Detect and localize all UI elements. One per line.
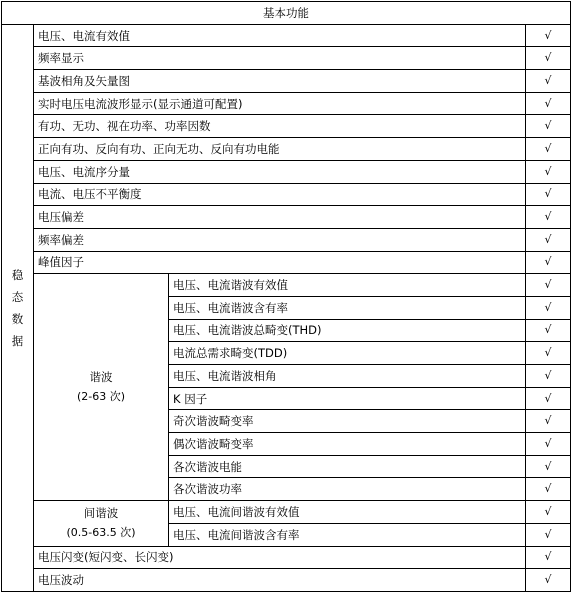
- feature-cell: 电压、电流间谐波含有率: [169, 523, 526, 546]
- feature-cell: 各次谐波功率: [169, 478, 526, 501]
- table-row: [2, 569, 571, 592]
- feature-cell: 频率偏差: [34, 228, 526, 251]
- feature-cell: 各次谐波电能: [169, 455, 526, 478]
- feature-cell: 电压闪变(短闪变、长闪变): [34, 546, 526, 569]
- check-mark: √: [526, 523, 571, 546]
- table-row: [2, 70, 571, 93]
- feature-cell: 电压、电流间谐波有效值: [169, 501, 526, 524]
- check-mark: √: [526, 501, 571, 524]
- table-row: [2, 160, 571, 183]
- feature-cell: 偶次谐波畸变率: [169, 433, 526, 456]
- table-row: [2, 546, 571, 569]
- check-mark: √: [526, 569, 571, 592]
- group-name: 间谐波: [83, 506, 119, 521]
- feature-cell: 电压波动: [34, 569, 526, 592]
- feature-cell: K 因子: [169, 387, 526, 410]
- side-label-char: 据: [11, 333, 24, 348]
- feature-cell: 电流总需求畸变(TDD): [169, 342, 526, 365]
- check-mark: √: [526, 410, 571, 433]
- group-range: (2-63 次): [76, 390, 126, 404]
- check-mark: √: [526, 183, 571, 206]
- side-label-char: 数: [11, 311, 24, 326]
- check-mark: √: [526, 115, 571, 138]
- feature-cell: 实时电压电流波形显示(显示通道可配置): [34, 92, 526, 115]
- table-row: [2, 92, 571, 115]
- feature-cell: 电压、电流谐波含有率: [169, 296, 526, 319]
- feature-cell: 奇次谐波畸变率: [169, 410, 526, 433]
- check-mark: √: [526, 342, 571, 365]
- table-row: [2, 251, 571, 274]
- header-row: [2, 2, 571, 25]
- check-mark: √: [526, 478, 571, 501]
- table-title: 基本功能: [2, 2, 571, 25]
- group-range: (0.5-63.5 次): [66, 526, 136, 540]
- check-mark: √: [526, 546, 571, 569]
- feature-cell: 峰值因子: [34, 251, 526, 274]
- side-label: [2, 24, 34, 591]
- check-mark: √: [526, 70, 571, 93]
- feature-cell: 有功、无功、视在功率、功率因数: [34, 115, 526, 138]
- interharmonics-group: [34, 501, 169, 546]
- side-label-char: 稳: [11, 267, 24, 282]
- feature-cell: 电压、电流谐波总畸变(THD): [169, 319, 526, 342]
- feature-cell: 电压偏差: [34, 206, 526, 229]
- feature-cell: 正向有功、反向有功、正向无功、反向有功电能: [34, 138, 526, 161]
- harmonics-group: [34, 274, 169, 501]
- check-mark: √: [526, 138, 571, 161]
- check-mark: √: [526, 24, 571, 47]
- check-mark: √: [526, 228, 571, 251]
- check-mark: √: [526, 47, 571, 70]
- check-mark: √: [526, 92, 571, 115]
- feature-cell: 电压、电流谐波相角: [169, 365, 526, 388]
- table-row: [2, 274, 571, 297]
- table-row: [2, 47, 571, 70]
- check-mark: √: [526, 251, 571, 274]
- table-row: [2, 24, 571, 47]
- table-row: [2, 183, 571, 206]
- check-mark: √: [526, 319, 571, 342]
- check-mark: √: [526, 274, 571, 297]
- table-row: [2, 206, 571, 229]
- feature-cell: 电压、电流序分量: [34, 160, 526, 183]
- feature-cell: 频率显示: [34, 47, 526, 70]
- group-name: 谐波: [89, 370, 113, 385]
- check-mark: √: [526, 206, 571, 229]
- check-mark: √: [526, 160, 571, 183]
- table-row: [2, 501, 571, 524]
- feature-cell: 电压、电流有效值: [34, 24, 526, 47]
- table-row: [2, 138, 571, 161]
- side-label-char: 态: [11, 289, 24, 304]
- feature-cell: 电流、电压不平衡度: [34, 183, 526, 206]
- feature-table: [1, 1, 571, 592]
- feature-cell: 电压、电流谐波有效值: [169, 274, 526, 297]
- check-mark: √: [526, 455, 571, 478]
- check-mark: √: [526, 296, 571, 319]
- feature-cell: 基波相角及矢量图: [34, 70, 526, 93]
- table-row: [2, 115, 571, 138]
- table-row: [2, 228, 571, 251]
- check-mark: √: [526, 387, 571, 410]
- check-mark: √: [526, 433, 571, 456]
- check-mark: √: [526, 365, 571, 388]
